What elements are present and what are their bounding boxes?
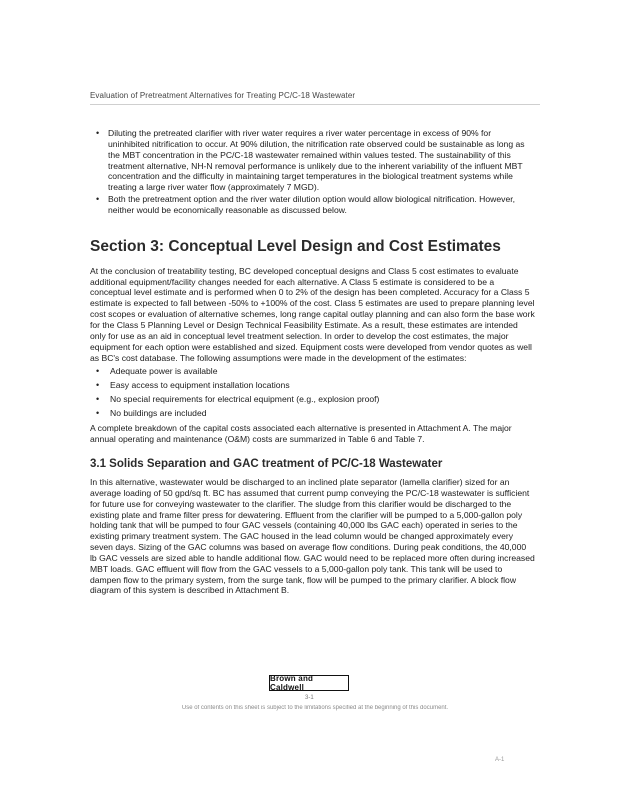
header-divider (90, 104, 540, 105)
assumption-item: • Easy access to equipment installation locations (110, 380, 535, 391)
assumption-item: • No special requirements for electrical equipment (e.g., explosion proof) (110, 394, 535, 405)
footer-note: Use of contents on this sheet is subject to the limitations specified at the beginning of this document. (181, 705, 449, 711)
intro-bullet-list (90, 128, 535, 216)
page-number: 3-1 (305, 695, 314, 701)
section-paragraph: At the conclusion of treatability testing, BC developed conceptual designs and Class 5 cost estimates to evaluate additional equipment/facility changes needed for each alternative. A Class 5 estimate is considered to be a conceptual level estimate and is performed when 0 to 2% of the design has been completed. Accuracy for a Class 5 estimate is expected to fall between -50% to +100% of the cost. Class 5 estimates are used to prepare planning level cost scopes or evaluation of alternative schemes, long range capital outlay planning and can also form the base work for the Class 5 Planning Level or Design Technical Feasibility Estimate. As a result, these estimates are intended only for use as an aid in conceptual level treatment selection. In order to develop the cost estimates, the major equipment for each option were established and sized. Equipment costs were developed from vendor quotes as well as BC's cost database. The following assumptions were made in the development of the estimates: (90, 265, 535, 363)
corner-code: A-1 (495, 757, 505, 763)
running-header: Evaluation of Pretreatment Alternatives for Treating PC/C-18 Wastewater (90, 91, 356, 100)
intro-bullet: • Both the pretreatment option and the river water dilution option would allow biological nitrification. However, neither would be economically reasonable as discussed below. (108, 194, 535, 216)
intro-bullet: • Diluting the pretreated clarifier with river water requires a river water percentage in excess of 90% for uninhibited nitrification to occur. At 90% dilution, the nitrification rate observed could be sustainable as long as the MBT concentration in the PC/C-18 wastewater remained within values tested. The sustainability of this treatment alternative, NH-N removal performance is unlikely due to the inherent variability of the influent MBT concentration and the difficulty in maintaining target temperatures in the biological treatment systems while treating a large river water flow (approximately 7 MGD). (108, 128, 535, 193)
page-body (90, 128, 535, 596)
brown-caldwell-logo: Brown and Caldwell (269, 675, 349, 691)
assumptions-list (90, 366, 535, 419)
subsection-paragraph: In this alternative, wastewater would be discharged to an inclined plate separator (lamella clarifier) sized for an average loading of 50 gpd/sq ft. BC has assumed that current pump conveying the PC/C-18 wastewater is sufficient for future use for conveying wastewater to the clarifier. The sludge from this clarifier would be discharged to the existing plate and frame filter press for dewatering. Effluent from the clarifier will be pumped to a 5,000-gallon poly holding tank that will be pumped to four GAC vessels (containing 40,000 lbs GAC each) operated in series to the existing primary treatment system. The GAC housed in the lead column would be changed approximately every seven days. Sizing of the GAC columns was based on average flow conditions. During peak conditions, the 40,000 lb GAC vessels are sized able to handle additional flow. GAC would need to be replaced more often during increased MBT loads. GAC effluent will flow from the GAC vessels to a 5,000-gallon poly tank. This tank will be used to dampen flow to the primary system, from the surge tank, flow will be pumped to the primary clarifier. A block flow diagram of this system is described in Attachment B. (90, 476, 535, 596)
section-paragraph: A complete breakdown of the capital costs associated each alternative is presented in Attachment A. The major annual operating and maintenance (O&M) costs are summarized in Table 6 and Table 7. (90, 423, 512, 445)
assumption-item: • No buildings are included (110, 408, 535, 419)
section-heading: Section 3: Conceptual Level Design and Cost Estimates (90, 237, 501, 255)
subsection-heading: 3.1 Solids Separation and GAC treatment of PC/C-18 Wastewater (90, 457, 443, 470)
assumption-item: • Adequate power is available (110, 366, 535, 377)
